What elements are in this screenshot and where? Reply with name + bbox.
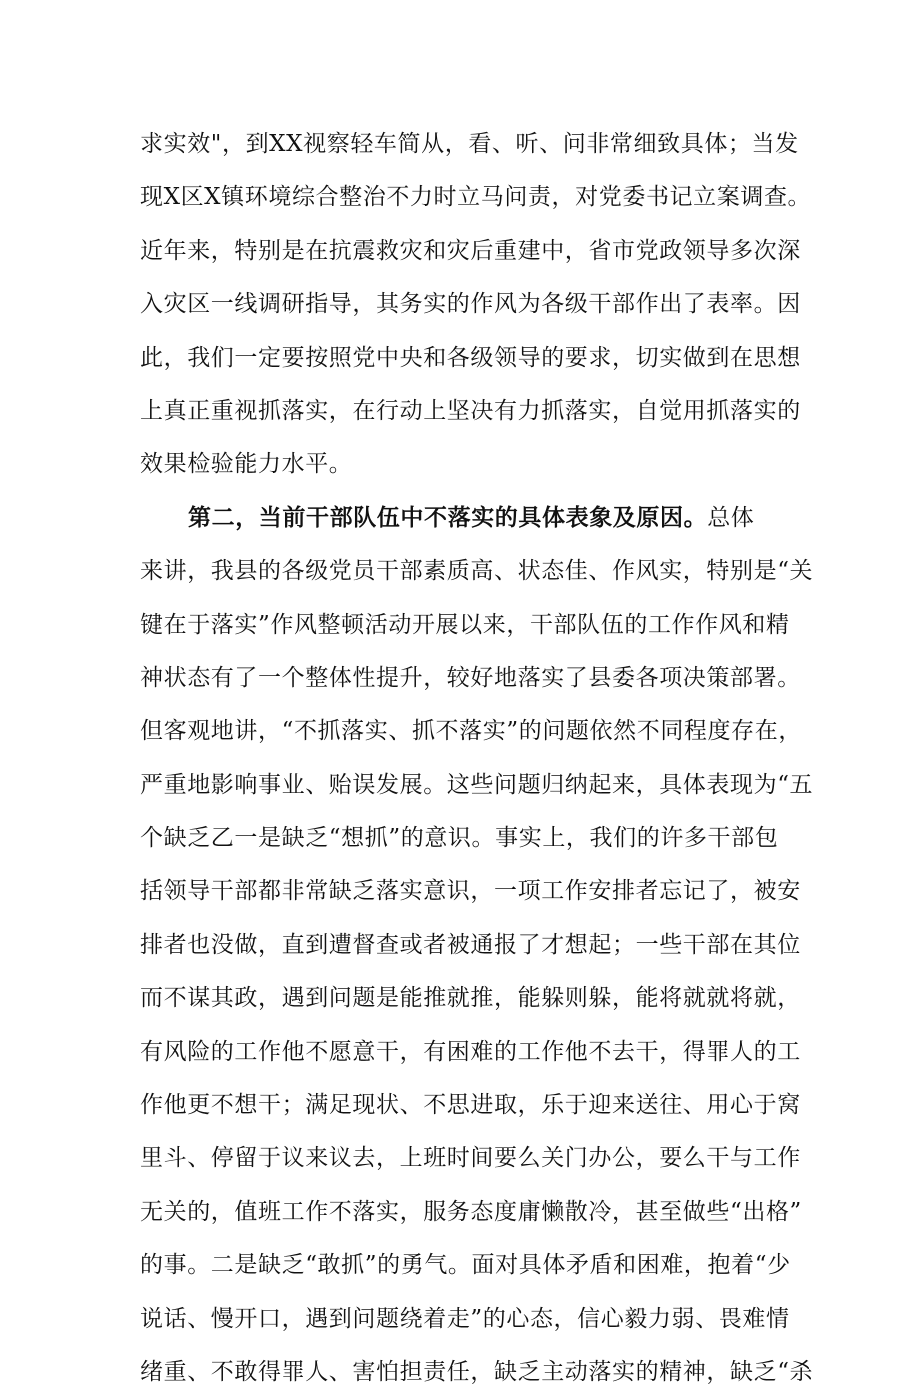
paragraph-line: 入灾区一线调研指导，其务实的作风为各级干部作出了表率。因 [140, 291, 801, 318]
paragraph-line: 作他更不想干；满足现状、不思进取，乐于迎来送往、用心于窝 [140, 1092, 801, 1119]
section-heading-tail: 总体 [707, 504, 755, 531]
paragraph-line: 近年来，特别是在抗震救灾和灾后重建中，省市党政领导多次深 [140, 237, 801, 264]
section-heading: 第二，当前干部队伍中不落实的具体表象及原因。 [188, 504, 708, 531]
paragraph-line: 而不谋其政，遇到问题是能推就推，能躲则躲，能将就就将就， [140, 985, 801, 1012]
paragraph-line: 无关的，值班工作不落实，服务态度庸懒散冷，甚至做些“出格” [140, 1198, 802, 1225]
paragraph-line: 来讲，我县的各级党员干部素质高、状态佳、作风实，特别是“关 [140, 558, 814, 585]
section-heading-line [140, 492, 800, 545]
paragraph-line: 括领导干部都非常缺乏落实意识，一项工作安排者忘记了，被安 [140, 878, 801, 905]
paragraph-line: 神状态有了一个整体性提升，较好地落实了县委各项决策部署。 [140, 664, 801, 691]
paragraph-line: 排者也没做，直到遭督查或者被通报了才想起；一些干部在其位 [140, 931, 801, 958]
paragraph-line: 严重地影响事业、贻误发展。这些问题归纳起来，具体表现为“五 [140, 771, 814, 798]
paragraph-line: 里斗、停留于议来议去，上班时间要么关门办公，要么干与工作 [140, 1145, 801, 1172]
paragraph-line: 现X区X镇环境综合整治不力时立马问责，对党委书记立案调查。 [140, 184, 812, 211]
paragraph-line: 求实效"，到XX视察轻车简从，看、听、问非常细致具体；当发 [140, 131, 799, 157]
paragraph-line: 效果检验能力水平。 [140, 451, 353, 478]
paragraph-line: 上真正重视抓落实，在行动上坚决有力抓落实，自觉用抓落实的 [140, 397, 801, 424]
document-body [140, 118, 814, 1399]
paragraph-line: 有风险的工作他不愿意干，有困难的工作他不去干，得罪人的工 [140, 1038, 801, 1065]
paragraph-line: 个缺乏乙一是缺乏“想抓”的意识。事实上，我们的许多干部包 [140, 825, 779, 852]
paragraph-line: 绪重、不敢得罪人、害怕担责任，缺乏主动落实的精神，缺乏“杀 [140, 1358, 814, 1385]
paragraph-line: 说话、慢开口，遇到问题绕着走”的心态，信心毅力弱、畏难情 [140, 1305, 790, 1332]
paragraph-line: 但客观地讲，“不抓落实、抓不落实”的问题依然不同程度存在， [140, 718, 802, 745]
paragraph-line: 的事。二是缺乏“敢抓”的勇气。面对具体矛盾和困难，抱着“少 [140, 1252, 791, 1279]
paragraph-line: 此，我们一定要按照党中央和各级领导的要求，切实做到在思想 [140, 344, 801, 371]
paragraph-line: 键在于落实”作风整顿活动开展以来，干部队伍的工作作风和精 [140, 611, 790, 638]
